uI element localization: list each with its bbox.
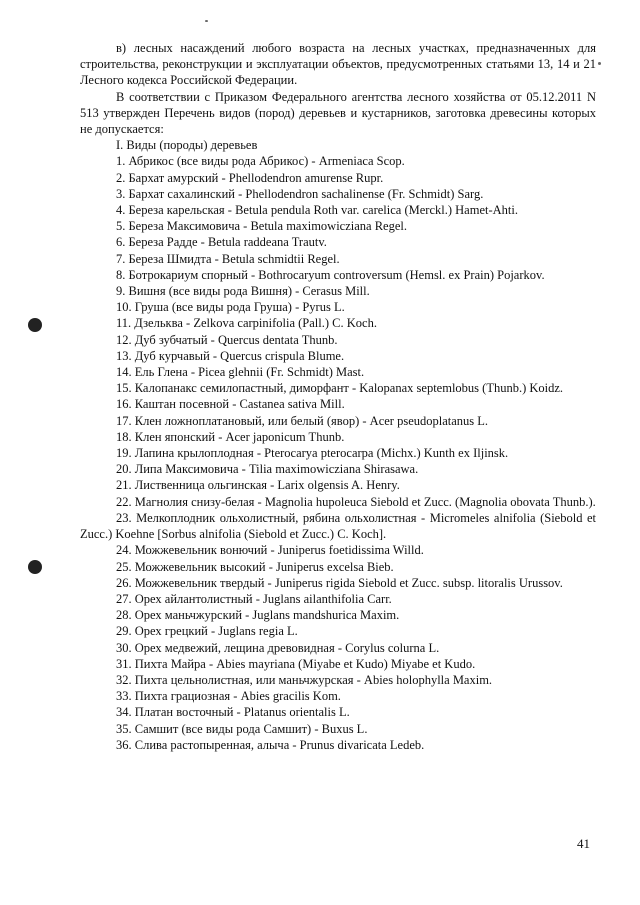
list-item: 12. Дуб зубчатый - Quercus dentata Thunb. xyxy=(116,332,338,347)
list-item: 25. Можжевельник высокий - Juniperus excelsa Bieb. xyxy=(116,559,394,574)
list-item: 2. Бархат амурский - Phellodendron amurense Rupr. xyxy=(116,170,384,185)
list-item: 20. Липа Максимовича - Tilia maximowicziana Shirasawa. xyxy=(116,462,419,477)
list-item: 19. Лапина крылоплодная - Pterocarya pterocarpa (Michx.) Kunth ex Iljinsk. xyxy=(116,446,509,461)
list-item: 13. Дуб курчавый - Quercus crispula Blume. xyxy=(116,348,345,363)
list-item: 26. Можжевельник твердый - Juniperus rigida Siebold et Zucc. subsp. litoralis Urussov. xyxy=(116,575,563,590)
list-item: 28. Орех маньчжурский - Juglans mandshurica Maxim. xyxy=(116,608,400,623)
list-item: 5. Береза Максимовича - Betula maximowicziana Regel. xyxy=(116,219,407,234)
document-body xyxy=(80,40,596,753)
section-heading: I. Виды (породы) деревьев xyxy=(116,138,258,153)
list-item: 36. Слива растопыренная, алыча - Prunus divaricata Ledeb. xyxy=(116,737,425,752)
list-item: 34. Платан восточный - Platanus orientalis L. xyxy=(116,705,350,720)
list-item: 11. Дзельква - Zelkova carpinifolia (Pall.) C. Koch. xyxy=(116,316,377,331)
list-item: 22. Магнолия снизу-белая - Magnolia hupoleuca Siebold et Zucc. (Magnolia obovata Thunb.). xyxy=(116,494,596,509)
list-item: 18. Клен японский - Acer japonicum Thunb. xyxy=(116,429,345,444)
list-item: 3. Бархат сахалинский - Phellodendron sachalinense (Fr. Schmidt) Sarg. xyxy=(116,186,484,201)
list-item: 6. Береза Радде - Betula raddeana Trautv. xyxy=(116,235,327,250)
list-item: 14. Ель Глена - Picea glehnii (Fr. Schmidt) Mast. xyxy=(116,365,365,380)
list-item: 7. Береза Шмидта - Betula schmidtii Regel. xyxy=(116,251,340,266)
list-item: 23. Мелкоплодник ольхолистный, рябина ольхолистная - Micromeles alnifolia (Siebold et Zucc.) Koehne [Sorbus alnifolia (Siebold et Zucc.) C. Koch]. xyxy=(80,510,596,542)
list-item: 16. Каштан посевной - Castanea sativa Mill. xyxy=(116,397,345,412)
scan-speck xyxy=(598,62,601,65)
list-item: 31. Пихта Майра - Abies mayriana (Miyabe et Kudo) Miyabe et Kudo. xyxy=(116,656,476,671)
punch-hole xyxy=(28,318,42,332)
list-item: 15. Калопанакс семилопастный, диморфант - Kalopanax septemlobus (Thunb.) Koidz. xyxy=(116,381,564,396)
list-item: 30. Орех медвежий, лещина древовидная - Corylus colurna L. xyxy=(116,640,440,655)
list-item: 21. Лиственница ольгинская - Larix olgensis A. Henry. xyxy=(116,478,400,493)
page-number: 41 xyxy=(577,836,590,851)
list-item: 8. Ботрокариум спорный - Bothrocaryum controversum (Hemsl. ex Prain) Pojarkov. xyxy=(116,267,545,282)
list-item: 27. Орех айлантолистный - Juglans ailanthifolia Carr. xyxy=(116,591,392,606)
list-item: 17. Клен ложноплатановый, или белый (явор) - Acer pseudoplatanus L. xyxy=(116,413,489,428)
list-item: 29. Орех грецкий - Juglans regia L. xyxy=(116,624,298,639)
list-item: 35. Самшит (все виды рода Самшит) - Buxus L. xyxy=(116,721,368,736)
paragraph: в) лесных насаждений любого возраста на лесных участках, предназначенных для строительства, реконструкции и эксплуатации объектов, предусмотренных статьями 13, 14 и 21 Лесного кодекса Российской Федерации. xyxy=(80,41,596,88)
list-item: 1. Абрикос (все виды рода Абрикос) - Armeniaca Scop. xyxy=(116,154,405,169)
paragraph: В соответствии с Приказом Федерального агентства лесного хозяйства от 05.12.2011 N 513 утвержден Перечень видов (пород) деревьев и кустарников, заготовка древесины которых не допускается: xyxy=(80,89,596,137)
list-item: 32. Пихта цельнолистная, или маньчжурская - Abies holophylla Maxim. xyxy=(116,672,493,687)
list-item: 10. Груша (все виды рода Груша) - Pyrus L. xyxy=(116,300,345,315)
scan-speck xyxy=(205,20,208,22)
list-item: 9. Вишня (все виды рода Вишня) - Cerasus Mill. xyxy=(116,284,370,299)
list-item: 4. Береза карельская - Betula pendula Roth var. carelica (Merckl.) Hamet-Ahti. xyxy=(116,203,518,218)
list-item: 33. Пихта грациозная - Abies gracilis Kom. xyxy=(116,689,341,704)
punch-hole xyxy=(28,560,42,574)
list-item: 24. Можжевельник вонючий - Juniperus foetidissima Willd. xyxy=(116,543,424,558)
